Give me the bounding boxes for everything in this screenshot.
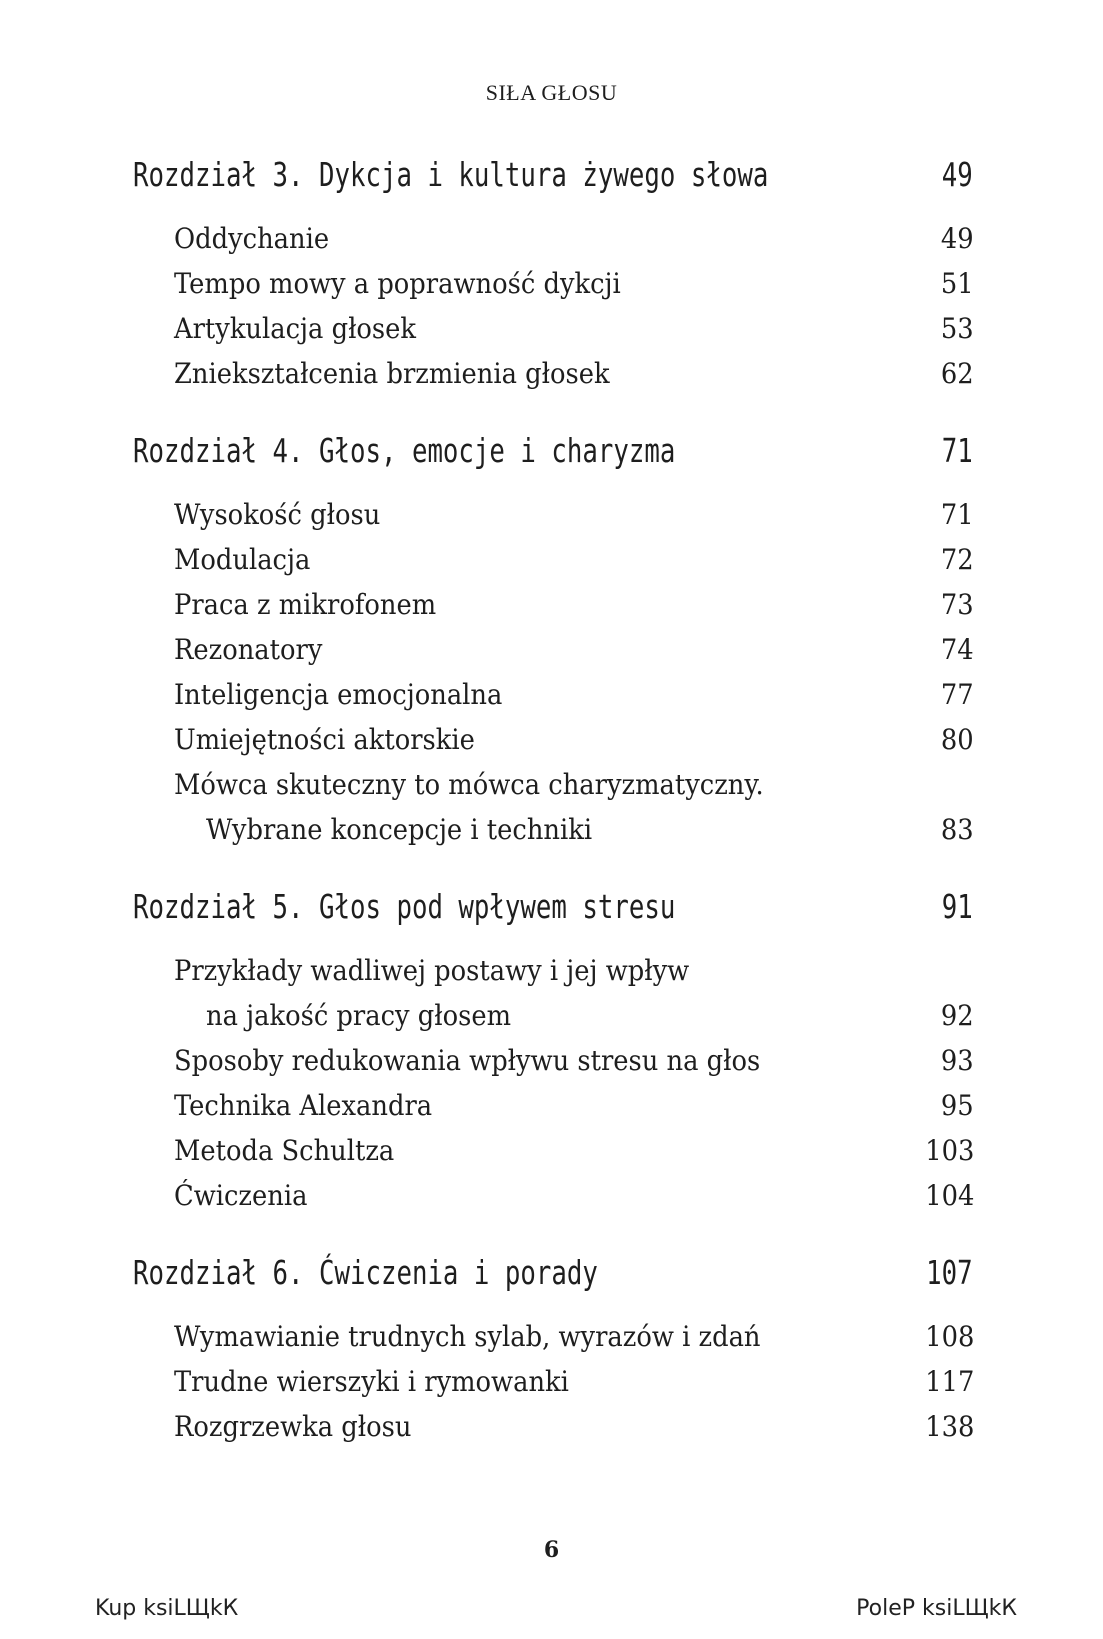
footer-recommend-book-link[interactable]: PoleР ksiLЩkК	[856, 1596, 1017, 1621]
entry-page-number: 117	[924, 1365, 974, 1398]
toc-chapter-heading[interactable]	[0, 426, 1103, 476]
toc-entry[interactable]	[0, 537, 1103, 582]
chapter-page-number: 71	[941, 431, 973, 470]
toc-chapter-heading[interactable]	[0, 1248, 1103, 1298]
entry-page-number: 93	[941, 1044, 974, 1077]
entry-page-number: 104	[924, 1179, 974, 1212]
chapter-title: Rozdział 3. Dykcja i kultura żywego słowa	[133, 155, 769, 194]
toc-entry[interactable]	[0, 1038, 1103, 1083]
toc-entry[interactable]	[0, 1173, 1103, 1218]
entry-title: Umiejętności aktorskie	[174, 723, 475, 756]
entry-page-number: 80	[941, 723, 974, 756]
entry-title: Mówca skuteczny to mówca charyzmatyczny.	[174, 768, 764, 801]
entry-title: Praca z mikrofonem	[174, 588, 437, 621]
entry-page-number: 83	[941, 813, 974, 846]
entry-page-number: 77	[941, 678, 974, 711]
entry-title: Tempo mowy a poprawność dykcji	[174, 267, 621, 300]
toc-entry[interactable]	[0, 1083, 1103, 1128]
chapter-page-number: 107	[926, 1253, 973, 1292]
chapter-title: Rozdział 6. Ćwiczenia i porady	[133, 1253, 598, 1292]
entry-page-number: 138	[924, 1410, 974, 1443]
entry-title: Sposoby redukowania wpływu stresu na głos	[174, 1044, 761, 1077]
toc-entry[interactable]	[0, 351, 1103, 396]
toc-entry[interactable]	[0, 807, 1103, 852]
entry-page-number: 71	[941, 498, 974, 531]
entry-page-number: 51	[941, 267, 974, 300]
toc-entry[interactable]	[0, 261, 1103, 306]
entry-title: Wybrane koncepcje i techniki	[206, 813, 593, 846]
toc-entry-list	[0, 492, 1103, 852]
toc-entry[interactable]	[0, 717, 1103, 762]
toc-entry-list	[0, 216, 1103, 396]
toc-entry[interactable]	[0, 1314, 1103, 1359]
entry-page-number: 62	[941, 357, 974, 390]
toc-entry[interactable]	[0, 216, 1103, 261]
running-head: SIŁA GŁOSU	[485, 80, 618, 105]
footer-buy-book-link[interactable]: Kup ksiLЩkК	[95, 1596, 239, 1621]
entry-title: Oddychanie	[174, 222, 330, 255]
toc-entry[interactable]	[0, 492, 1103, 537]
entry-title: Modulacja	[174, 543, 311, 576]
page-number: 6	[543, 1537, 560, 1563]
entry-title: na jakość pracy głosem	[206, 999, 512, 1032]
entry-title: Technika Alexandra	[174, 1089, 433, 1122]
toc-entry[interactable]	[0, 948, 1103, 993]
toc-entry-list	[0, 948, 1103, 1218]
toc-entry[interactable]	[0, 1404, 1103, 1449]
toc-entry[interactable]	[0, 306, 1103, 351]
entry-title: Rezonatory	[174, 633, 323, 666]
entry-title: Metoda Schultza	[174, 1134, 395, 1167]
chapter-title: Rozdział 4. Głos, emocje i charyzma	[133, 431, 676, 470]
entry-title: Przykłady wadliwej postawy i jej wpływ	[174, 954, 690, 987]
entry-page-number: 49	[941, 222, 974, 255]
chapter-title: Rozdział 5. Głos pod wpływem stresu	[133, 887, 676, 926]
toc-entry-list	[0, 1314, 1103, 1449]
entry-title: Wysokość głosu	[174, 498, 381, 531]
toc-chapter-heading[interactable]	[0, 150, 1103, 200]
toc-entry[interactable]	[0, 627, 1103, 672]
chapter-page-number: 49	[941, 155, 973, 194]
chapter-page-number: 91	[941, 887, 973, 926]
entry-page-number: 73	[941, 588, 974, 621]
entry-page-number: 53	[941, 312, 974, 345]
toc-entry[interactable]	[0, 993, 1103, 1038]
entry-title: Rozgrzewka głosu	[174, 1410, 412, 1443]
entry-title: Wymawianie trudnych sylab, wyrazów i zdań	[174, 1320, 761, 1353]
toc-entry[interactable]	[0, 762, 1103, 807]
entry-page-number: 74	[941, 633, 974, 666]
entry-page-number: 92	[941, 999, 974, 1032]
entry-page-number: 95	[941, 1089, 974, 1122]
toc-entry[interactable]	[0, 1359, 1103, 1404]
entry-title: Trudne wierszyki i rymowanki	[174, 1365, 569, 1398]
toc-entry[interactable]	[0, 582, 1103, 627]
entry-title: Inteligencja emocjonalna	[174, 678, 503, 711]
toc-chapter-heading[interactable]	[0, 882, 1103, 932]
entry-title: Ćwiczenia	[174, 1179, 308, 1212]
entry-title: Artykulacja głosek	[174, 312, 417, 345]
entry-page-number: 72	[941, 543, 974, 576]
toc-entry[interactable]	[0, 672, 1103, 717]
table-of-contents	[0, 150, 1103, 1449]
entry-page-number: 108	[924, 1320, 974, 1353]
entry-title: Zniekształcenia brzmienia głosek	[174, 357, 610, 390]
toc-entry[interactable]	[0, 1128, 1103, 1173]
entry-page-number: 103	[924, 1134, 974, 1167]
